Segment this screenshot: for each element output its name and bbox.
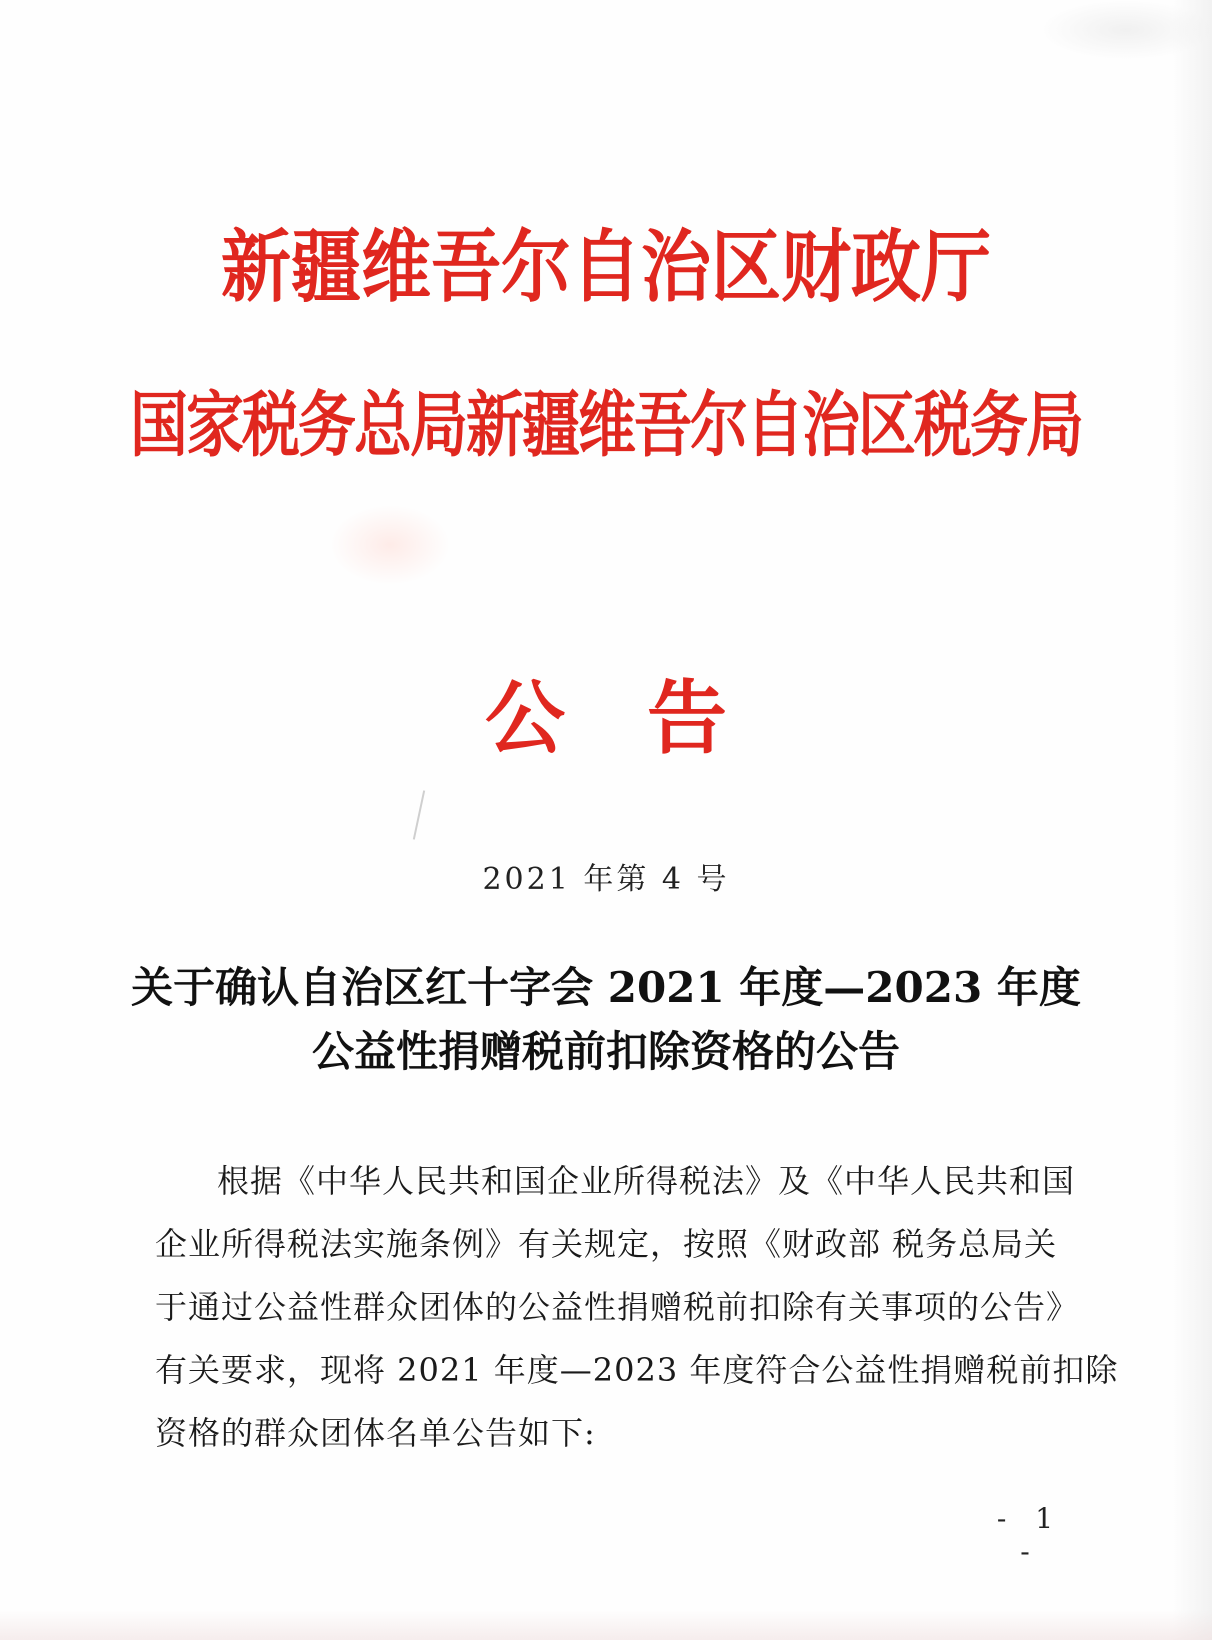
paper-bottom-shadow (0, 1610, 1212, 1640)
issuer-name-finance-department: 新疆维吾尔自治区财政厅 (221, 219, 991, 313)
document-title-line-2: 公益性捐赠税前扣除资格的公告 (311, 1027, 900, 1076)
paper-crease (413, 790, 425, 839)
body-paragraph-line: 根据《中华人民共和国企业所得税法》及《中华人民共和国 (217, 1162, 1076, 1200)
document-number: 2021 年第 4 号 (482, 862, 730, 897)
paper-stain (330, 505, 450, 585)
document-title-line-1: 关于确认自治区红十字会 2021 年度—2023 年度 (131, 963, 1081, 1012)
issuer-name-tax-bureau: 国家税务总局新疆维吾尔自治区税务局 (129, 383, 1082, 467)
body-paragraph-line: 于通过公益性群众团体的公益性捐赠税前扣除有关事项的公告》 (155, 1288, 1080, 1326)
page-number: - 1 - (996, 1502, 1064, 1568)
body-paragraph-line: 资格的群众团体名单公告如下: (155, 1414, 596, 1452)
document-type-heading: 公告 (485, 671, 809, 765)
paper-edge-shadow (1172, 0, 1212, 1640)
body-paragraph-line: 有关要求，现将 2021 年度—2023 年度符合公益性捐赠税前扣除 (155, 1351, 1119, 1389)
body-paragraph-line: 企业所得税法实施条例》有关规定，按照《财政部 税务总局关 (155, 1225, 1058, 1263)
